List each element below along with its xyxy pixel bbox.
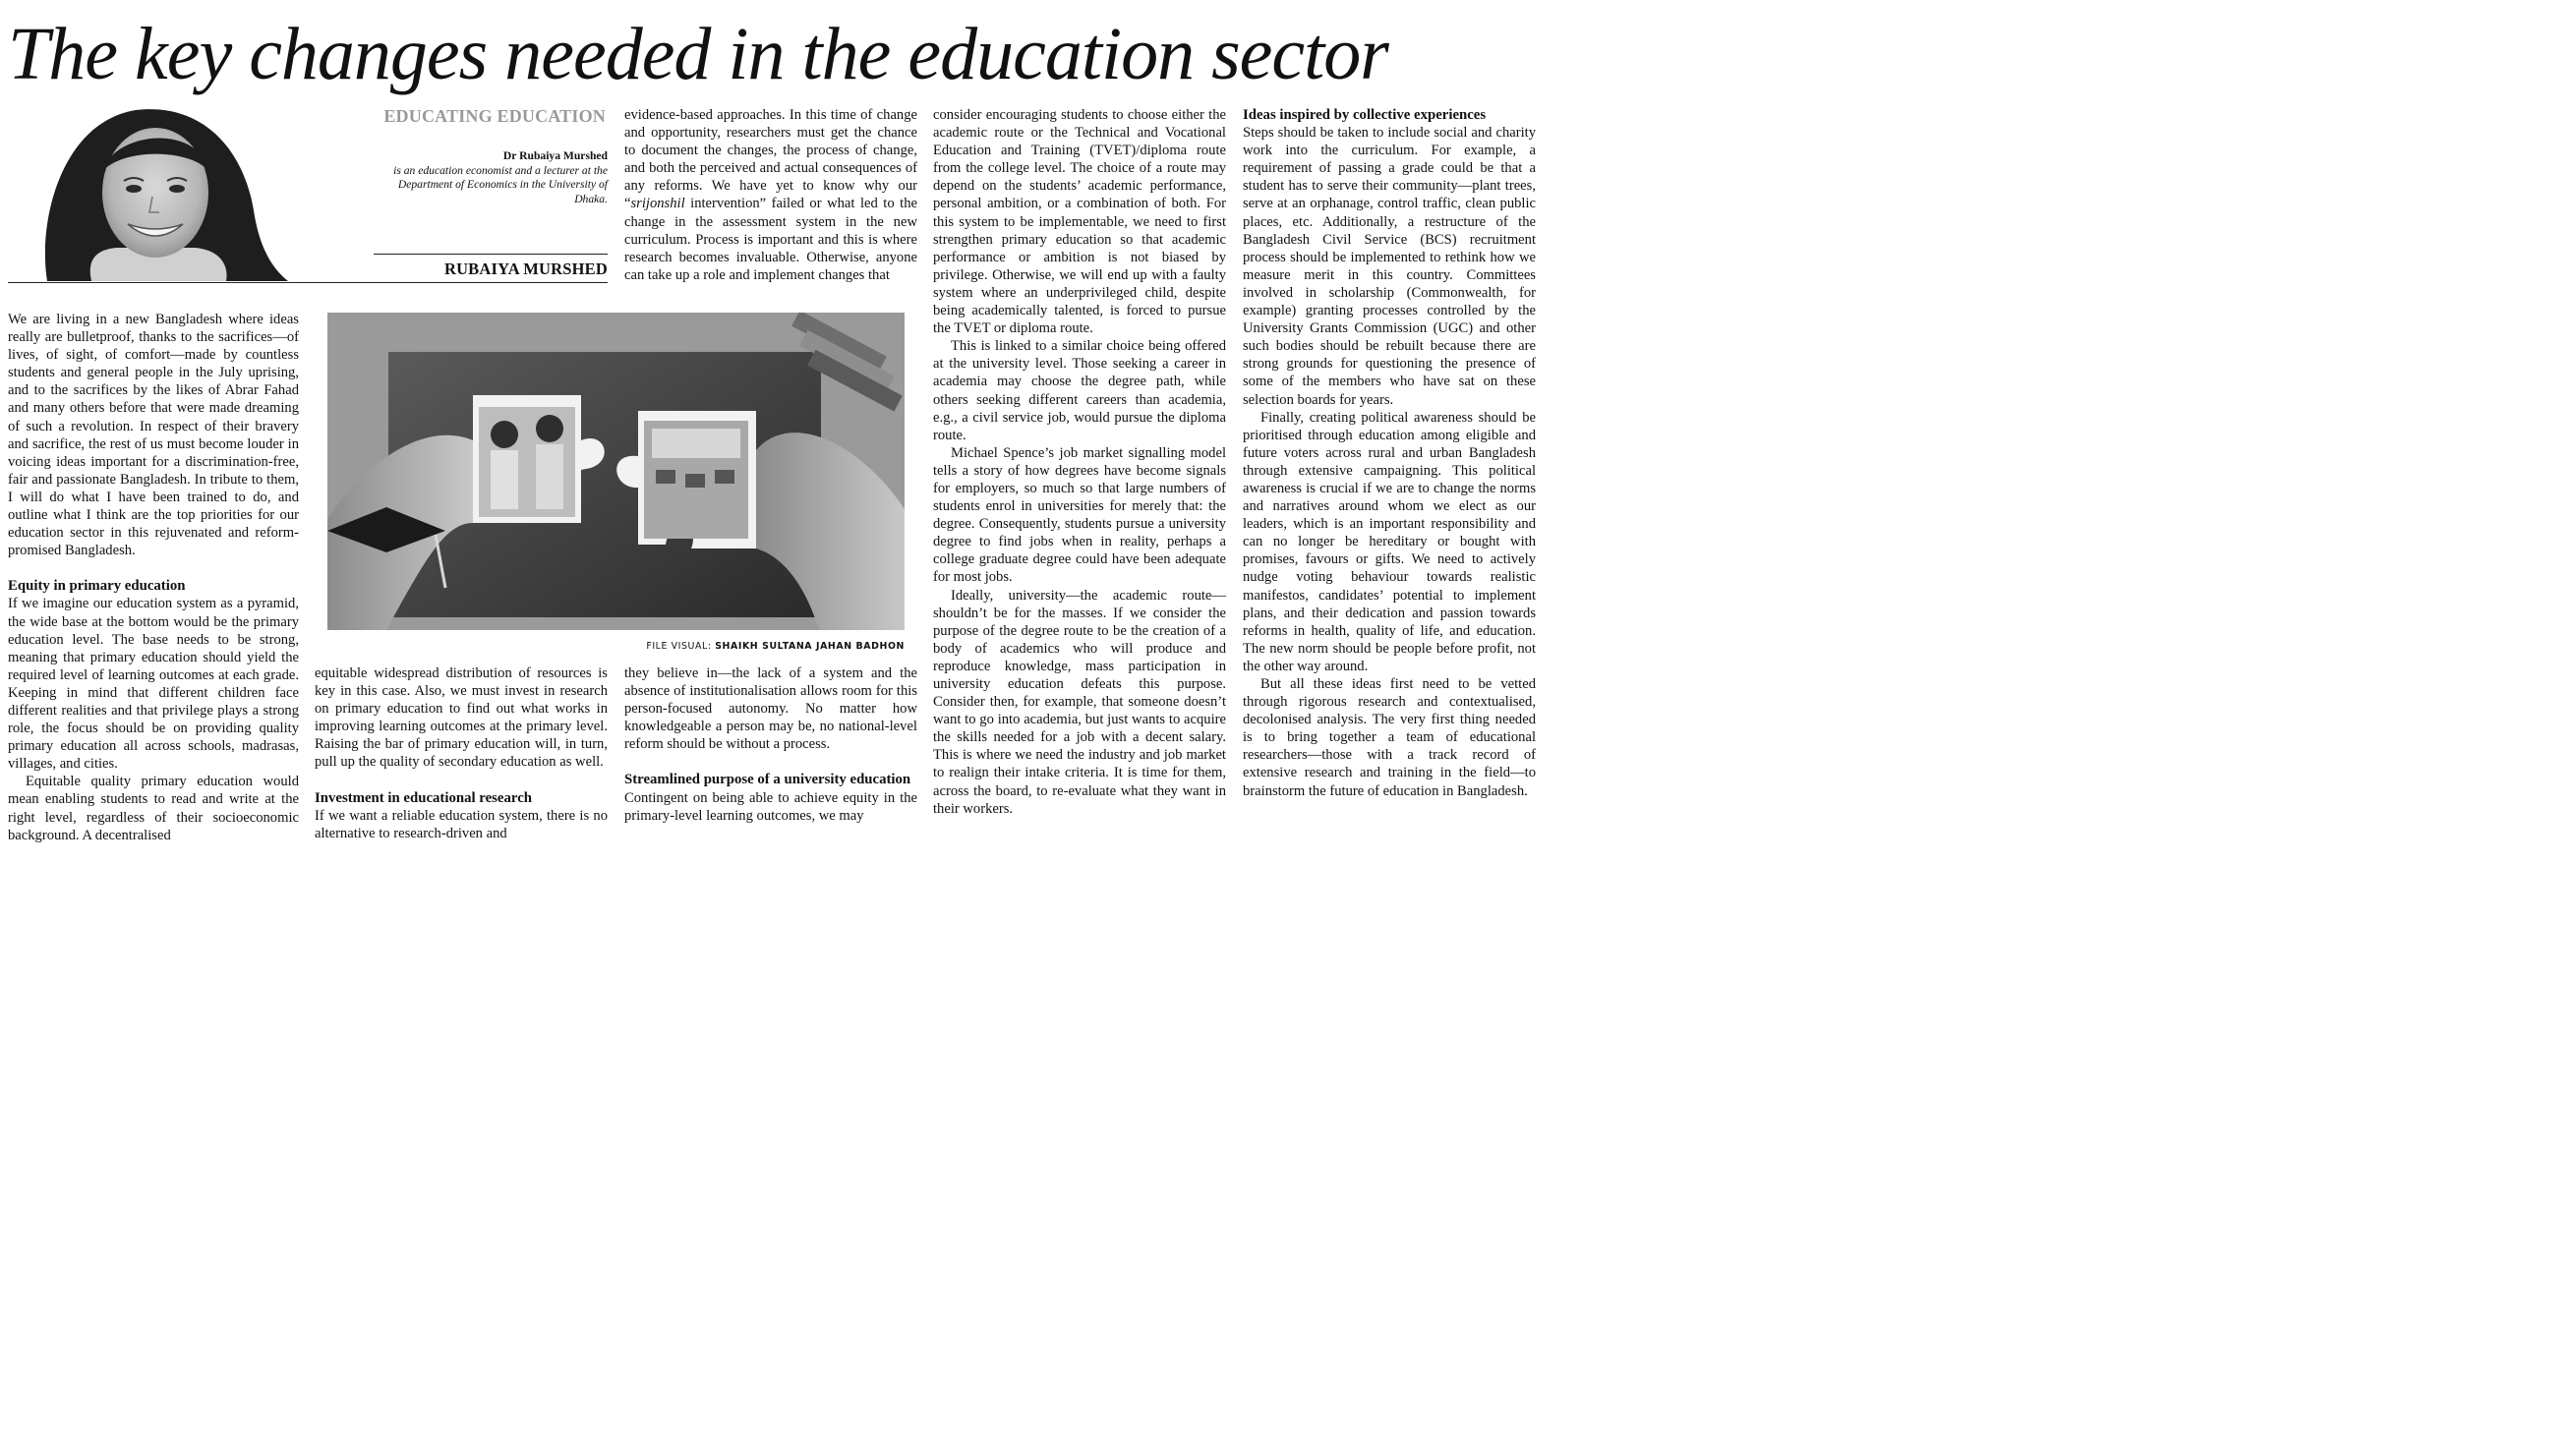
col1-paragraph-2: If we imagine our education system as a pyramid, the wide base at the bottom would be the primary education level. The base needs to be strong, meaning that primary education should yield the required level of learning outcomes at each grade. Keeping in mind that different children face different realities and that privilege plays a strong role, the focus should be on providing quality primary education all across schools, madrasas, villages, and cities.: [8, 596, 299, 773]
subhead-research: Investment in educational research: [315, 789, 532, 806]
subhead-equity: Equity in primary education: [8, 578, 186, 595]
col5-paragraph-1: Steps should be taken to include social and charity work into the curriculum. For example, a requirement of passing a grade could be that a student has to serve their community—plant trees, serve at an orphanage, control traffic, clean public places, etc. Additionally, a restructure of the Bangladesh Civil Service (BCS) recruitment process should be implemented to rethink how we measure merit in this country. Committees involved in scholarship (Commonwealth, for example) granting processes controlled by the University Grants Commission (UGC) and other such bodies should be rebuilt because there are strong grounds for questioning the presence of some of the members who have sat on these selection boards for years.: [1243, 125, 1536, 408]
column-1: [8, 311, 299, 861]
portrait-rule-bottom: [8, 282, 608, 283]
feature-photo: [327, 313, 905, 630]
col2-paragraph-1: equitable widespread distribution of resources is key in this case. Also, we must invest in research on primary education to find out what works in improving learning outcomes at the primary level. Raising the bar of primary education will, in turn, pull up the quality of secondary education as well.: [315, 665, 608, 771]
col4-paragraph-1: consider encouraging students to choose either the academic route or the Technical and Vocational Education and Training (TVET)/diploma route from the college level. The choice of a route may depend on the students’ academic performance, personal ambition, or a combination of both. For this system to be implementable, we need to first strengthen primary education so that academic performance or ambition is not biased by privilege. Otherwise, we will end up with a faulty system where an underprivileged child, despite being academically talented, is forced to pursue the TVET or diploma route.: [933, 107, 1226, 337]
photo-credit-label: FILE VISUAL:: [646, 641, 712, 652]
col3-p1-before: evidence-based approaches. In this time of change and opportunity, researchers must get the chance to document the changes, the process of change, and both the perceived and actual consequences of any reforms. We have yet to know why our “: [624, 107, 917, 212]
col3-paragraph-3: Contingent on being able to achieve equity in the primary-level learning outcomes, we may: [624, 789, 917, 824]
photo-credit: [590, 641, 905, 652]
subhead-university: Streamlined purpose of a university education: [624, 772, 911, 788]
author-portrait: [8, 102, 303, 281]
photo-credit-name: SHAIKH SULTANA JAHAN BADHON: [715, 641, 905, 652]
col5-paragraph-2: Finally, creating political awareness should be prioritised through education among eligible and future voters across rural and urban Bangladesh through extensive campaigning. This political awareness is crucial if we are to change the norms and narratives around whom we elect as our leaders, which is an important responsibility and can no longer be hereditary or bought with promises, favours or gifts. We need to actively nudge voting behaviour towards realistic manifestos, candidates’ potential to implement plans, and their dedication and passion towards reforms in health, quality of life, and education. The new norm should be people before profit, not the other way around.: [1243, 409, 1536, 674]
col1-paragraph-3: Equitable quality primary education would mean enabling students to read and write at the right level, regardless of their socioeconomic background. A decentralised: [8, 774, 299, 843]
author-bio: [374, 149, 608, 206]
puzzle-illustration: [327, 313, 905, 630]
col3-p1-after: intervention” failed or what led to the change in the assessment system in the new curriculum. Process is important and this is where research becomes invaluable. Otherwise, anyone can take up a role and implement changes that: [624, 196, 917, 283]
col4-paragraph-4: Ideally, university—the academic route—shouldn’t be for the masses. If we consider the purpose of the degree route to be the creation of a body of academics who will produce and reproduce knowledge, mass participation in university education defeats this purpose. Consider then, for example, that someone doesn’t want to go into academia, but just wants to acquire the skills needed for a job with a decent salary. This is where we need the industry and job market to realign their intake criteria. It is time for them, across the board, to re-evaluate what they want in their workers.: [933, 587, 1226, 817]
column-3-top: [624, 106, 917, 301]
col3-p1-italic: srijonshil: [630, 196, 685, 212]
col5-paragraph-3: But all these ideas first need to be vetted through rigorous research and contextualised, decolonised analysis. The very first thing needed is to bring together a team of educational researchers—those with a track record of extensive research and training in the field—to brainstorm the future of education in Bangladesh.: [1243, 676, 1536, 799]
byline: RUBAIYA MURSHED: [443, 260, 608, 278]
portrait-rule-top: [374, 254, 608, 255]
col4-paragraph-2: This is linked to a similar choice being offered at the university level. Those seeking a career in academia may choose the degree path, while others seeking different careers than academia, e.g., a civil service job, would pursue the diploma route.: [933, 338, 1226, 443]
column-3-bottom: [624, 664, 917, 861]
subhead-collective: Ideas inspired by collective experiences: [1243, 107, 1487, 123]
section-kicker: EDUCATING EDUCATION: [383, 106, 606, 126]
col3-paragraph-1: [624, 106, 917, 284]
col1-paragraph-1: We are living in a new Bangladesh where ideas really are bulletproof, thanks to the sacrifices—of lives, of sight, of comfort—made by countless students and general people in the July uprising, and to the sacrifices by the likes of Abrar Fahad and many others before that were made dreaming of such a revolution. In respect of their bravery and sacrifice, the rest of us must become louder in voicing ideas important for a discrimination-free, fair and passionate Bangladesh. In tribute to them, I will do what I have been trained to do, and outline what I think are the top priorities for our education sector in this rejuvenated and reform-promised Bangladesh.: [8, 312, 299, 559]
author-bio-name: Dr Rubaiya Murshed: [502, 149, 608, 162]
col2-paragraph-2: If we want a reliable education system, there is no alternative to research-driven and: [315, 807, 608, 841]
col4-paragraph-3: Michael Spence’s job market signalling model tells a story of how degrees have become signals for employers, so much so that large numbers of students enrol in universities for merely that: the degree. Consequently, students pursue a university degree to find jobs when in reality, perhaps a college graduate degree could have been adequate for most jobs.: [933, 444, 1226, 586]
column-4: [933, 106, 1226, 861]
col3-paragraph-2: they believe in—the lack of a system and the absence of institutionalisation allows room for this person-focused autonomy. No matter how knowledgeable a person may be, no national-level reform should be without a process.: [624, 665, 917, 753]
column-5: [1243, 106, 1536, 861]
author-bio-text: is an education economist and a lecturer at the Department of Economics in the University of Dhaka.: [393, 163, 608, 205]
column-2: [315, 664, 608, 861]
headline: The key changes needed in the education sector: [8, 13, 1388, 95]
